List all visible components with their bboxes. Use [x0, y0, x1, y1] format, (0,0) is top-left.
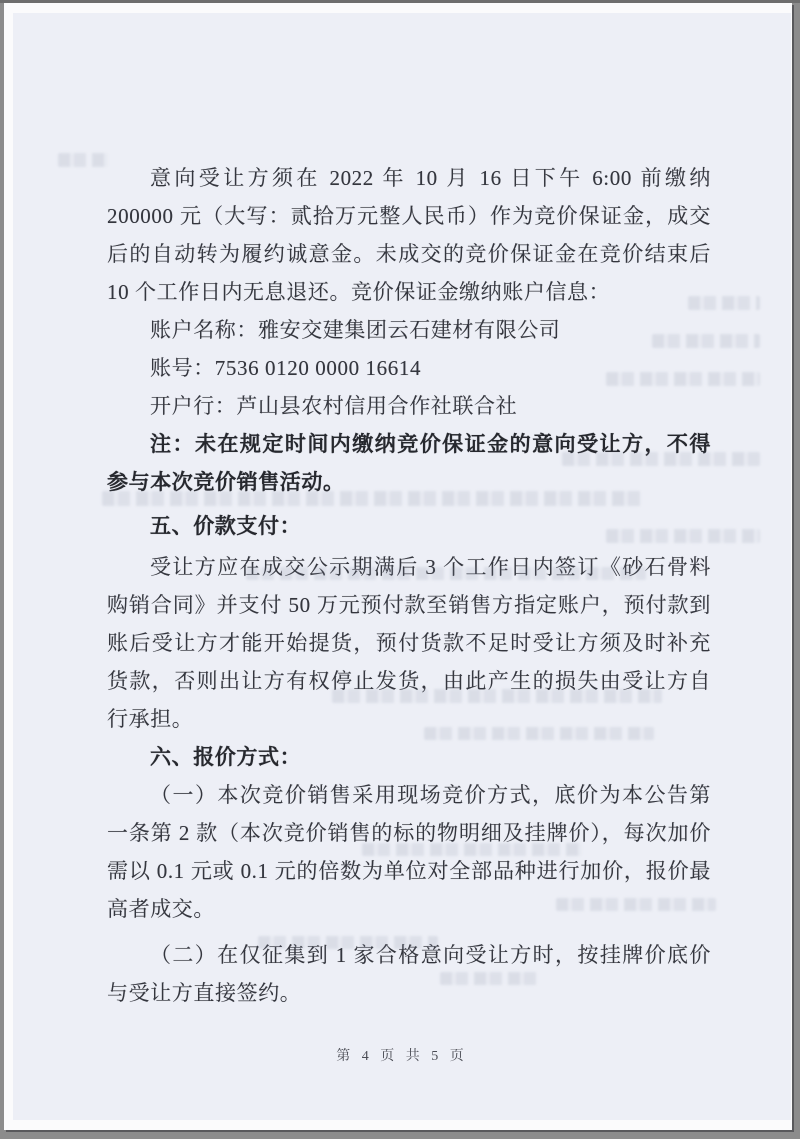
bleed-through-mark [606, 372, 760, 386]
bleed-through-mark [258, 936, 438, 949]
bleed-through-mark [58, 153, 108, 167]
bleed-through-mark [562, 452, 760, 466]
note-line: 注：未在规定时间内缴纳竞价保证金的意向受让方，不得参与本次竞价销售活动。 [107, 432, 711, 494]
bleed-through-mark [424, 727, 654, 740]
account-name-line: 账户名称：雅安交建集团云石建材有限公司 [150, 318, 561, 342]
bleed-through-mark [246, 567, 646, 580]
bleed-through-mark [440, 972, 540, 985]
paragraph-payment-terms: 受让方应在成交公示期满后 3 个工作日内签订《砂石骨料购销合同》并支付 50 万元预付款至销售方指定账户，预付款到账后受让方才能开始提货，预付货款不足时受让方须及时补充货款，否则出让方有权停止发货，由此产生的损失由受让方自行承担。 [107, 555, 711, 731]
document-body [107, 159, 711, 1012]
page-number-footer: 第 4 页 共 5 页 [336, 1049, 468, 1064]
bleed-through-mark [332, 689, 662, 703]
bleed-through-mark [652, 334, 760, 348]
account-number-line: 账号：7536 0120 0000 16614 [150, 356, 422, 380]
bank-branch-line: 开户行：芦山县农村信用合作社联合社 [150, 394, 518, 418]
bleed-through-mark [362, 843, 582, 856]
bleed-through-mark [556, 898, 716, 911]
bleed-through-mark [606, 529, 760, 543]
section-heading-bidding: 六、报价方式： [150, 745, 302, 769]
section-heading-payment: 五、价款支付： [150, 514, 302, 538]
paragraph-bidding-method-1: （一）本次竞价销售采用现场竞价方式，底价为本公告第一条第 2 款（本次竞价销售的标的物明细及挂牌价），每次加价需以 0.1 元或 0.1 元的倍数为单位对全部品种进行加价，报价最高者成交。 [107, 783, 711, 921]
paragraph-deposit-terms: 意向受让方须在 2022 年 10 月 16 日下午 6:00 前缴纳 200000 元（大写：贰拾万元整人民币）作为竞价保证金，成交后的自动转为履约诚意金。未成交的竞价保证金在竞价结束后 10 个工作日内无息退还。竞价保证金缴纳账户信息： [107, 166, 711, 304]
bleed-through-mark [688, 296, 760, 310]
paragraph-bidding-method-2: （二）在仅征集到 1 家合格意向受让方时，按挂牌价底价与受让方直接签约。 [107, 943, 711, 1005]
bleed-through-mark [102, 491, 642, 506]
